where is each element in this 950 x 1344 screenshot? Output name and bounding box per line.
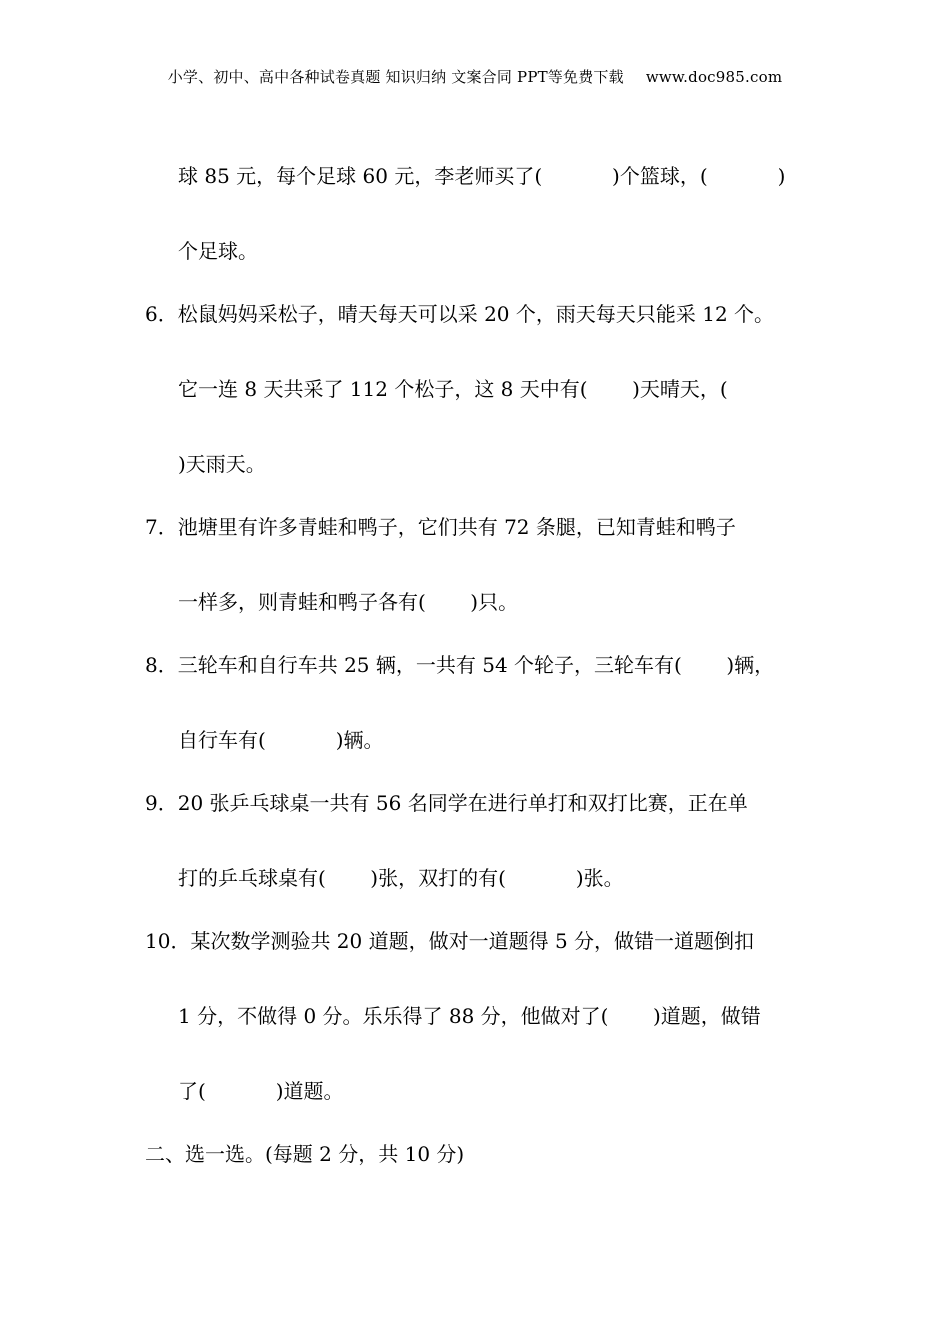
- q10-line-3: 了( )道题。: [178, 1079, 344, 1103]
- q9-line-2: 打的乒乓球桌有( )张，双打的有( )张。: [178, 866, 624, 890]
- q6-line-3: )天雨天。: [178, 452, 266, 476]
- q6-line-2: 它一连 8 天共采了 112 个松子，这 8 天中有( )天晴天，(: [178, 377, 728, 401]
- q5-continuation-line-1: 球 85 元，每个足球 60 元，李老师买了( )个篮球，( ): [178, 164, 786, 188]
- header-text: 小学、初中、高中各种试卷真题 知识归纳 文案合同 PPT等免费下载: [167, 68, 624, 86]
- q9-line-1: 9．20 张乒乓球桌一共有 56 名同学在进行单打和双打比赛，正在单: [145, 791, 748, 815]
- q6-line-1: 6．松鼠妈妈采松子，晴天每天可以采 20 个，雨天每天只能采 12 个。: [145, 302, 775, 326]
- q8-line-1: 8．三轮车和自行车共 25 辆，一共有 54 个轮子，三轮车有( )辆，: [145, 653, 775, 677]
- q10-line-2: 1 分，不做得 0 分。乐乐得了 88 分，他做对了( )道题，做错: [178, 1004, 761, 1028]
- section-2-heading: 二、选一选。(每题 2 分，共 10 分): [145, 1142, 465, 1166]
- page-header: [0, 66, 950, 87]
- q5-continuation-line-2: 个足球。: [178, 239, 258, 263]
- q10-line-1: 10．某次数学测验共 20 道题，做对一道题得 5 分，做错一道题倒扣: [145, 929, 755, 953]
- q7-line-2: 一样多，则青蛙和鸭子各有( )只。: [178, 590, 519, 614]
- header-url: www.doc985.com: [645, 68, 783, 86]
- q8-line-2: 自行车有( )辆。: [178, 728, 384, 752]
- q7-line-1: 7．池塘里有许多青蛙和鸭子，它们共有 72 条腿，已知青蛙和鸭子: [145, 515, 736, 539]
